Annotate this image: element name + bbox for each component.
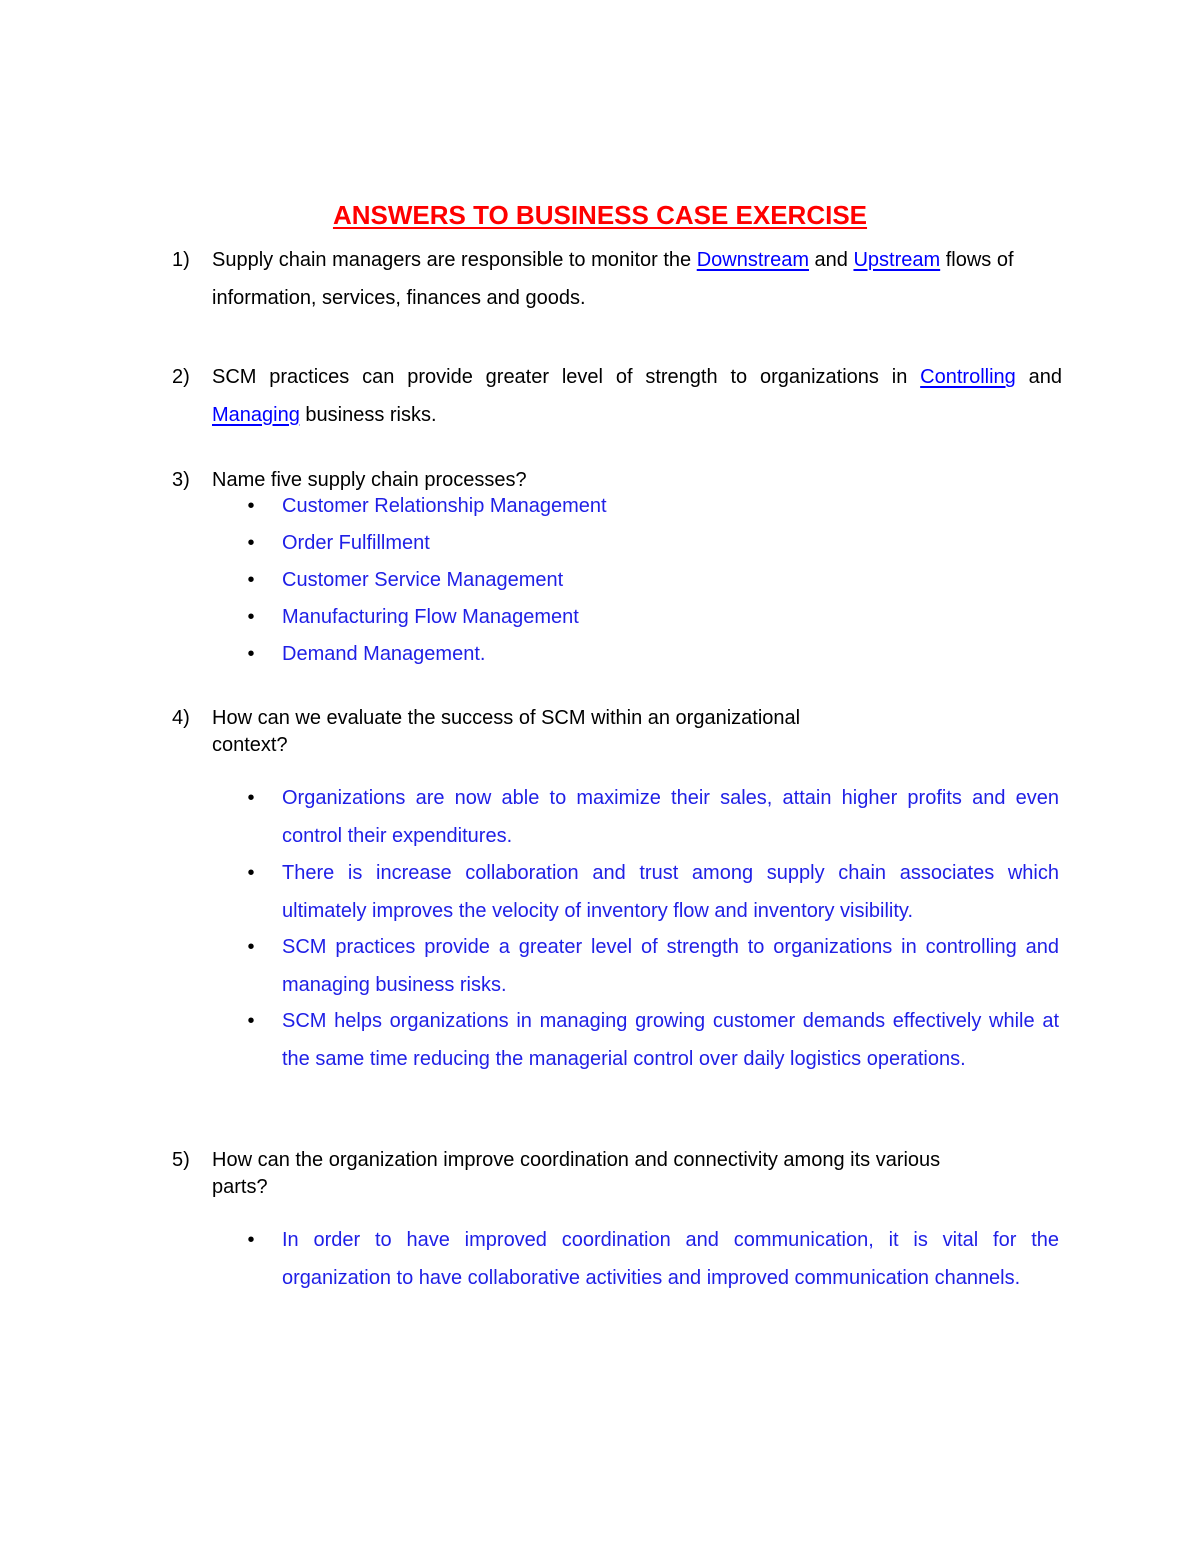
bullet-icon: • xyxy=(247,787,255,809)
question-text-line-2: parts? xyxy=(212,1176,268,1198)
question-text xyxy=(212,242,1062,317)
bullet-icon: • xyxy=(247,569,255,591)
answer-text: Customer Relationship Management xyxy=(282,495,607,517)
answer-text: There is increase collaboration and trust among supply chain associates which ultimately improves the velocity of inventory flow and inventory visibility. xyxy=(282,862,1059,922)
link-downstream[interactable]: Downstream xyxy=(696,249,809,271)
answer-text: SCM practices provide a greater level of strength to organizations in controlling and managing business risks. xyxy=(282,936,1059,996)
list-item xyxy=(244,636,1059,674)
answer-text: Manufacturing Flow Management xyxy=(282,606,579,628)
answer-text: SCM helps organizations in managing growing customer demands effectively while at the same time reducing the managerial control over daily logistics operations. xyxy=(282,1010,1059,1070)
bullet-icon: • xyxy=(247,643,255,665)
list-item xyxy=(244,599,1059,637)
question-text-mid: and xyxy=(1015,366,1062,388)
question-text xyxy=(212,359,1062,434)
link-controlling[interactable]: Controlling xyxy=(920,366,1016,388)
list-item xyxy=(244,525,1059,563)
question-text-end: flows of information, services, finances and goods. xyxy=(212,249,1014,309)
list-item xyxy=(244,780,1059,855)
question-2 xyxy=(172,359,1062,434)
link-upstream[interactable]: Upstream xyxy=(853,249,941,271)
question-text-start: SCM practices can provide greater level of strength to organizations in xyxy=(212,366,921,388)
page-title: ANSWERS TO BUSINESS CASE EXERCISE xyxy=(332,200,868,230)
list-item xyxy=(244,562,1059,600)
bullet-icon: • xyxy=(247,606,255,628)
question-number: 2) xyxy=(172,366,190,388)
question-number: 3) xyxy=(172,469,190,491)
question-number: 5) xyxy=(172,1149,190,1171)
list-item xyxy=(244,488,1059,526)
bullet-icon: • xyxy=(247,532,255,554)
question-text: Name five supply chain processes? xyxy=(212,469,527,491)
question-number: 4) xyxy=(172,707,190,729)
question-text-start: Supply chain managers are responsible to monitor the xyxy=(212,249,697,271)
question-1 xyxy=(172,242,1062,317)
bullet-icon: • xyxy=(247,495,255,517)
list-item xyxy=(244,855,1059,930)
answer-text: Order Fulfillment xyxy=(282,532,430,554)
bullet-icon: • xyxy=(247,1229,255,1251)
question-4 xyxy=(172,705,1062,759)
question-text-mid: and xyxy=(808,249,854,271)
question-text-line-1: How can we evaluate the success of SCM within an organizational xyxy=(212,707,801,729)
answer-text: Demand Management. xyxy=(282,643,486,665)
answer-text: Customer Service Management xyxy=(282,569,564,591)
list-item xyxy=(244,929,1059,1004)
question-number: 1) xyxy=(172,249,190,271)
question-text-end: business risks. xyxy=(299,403,437,426)
question-5 xyxy=(172,1147,1062,1201)
bullet-icon: • xyxy=(247,862,255,884)
bullet-icon: • xyxy=(247,1010,255,1032)
answer-text: Organizations are now able to maximize their sales, attain higher profits and even control their expenditures. xyxy=(282,787,1059,847)
bullet-icon: • xyxy=(247,936,255,958)
question-text-line-2: context? xyxy=(212,734,288,756)
list-item xyxy=(244,1003,1059,1078)
answer-text: In order to have improved coordination and communication, it is vital for the organization to have collaborative activities and improved communication channels. xyxy=(282,1229,1059,1289)
link-managing[interactable]: Managing xyxy=(212,403,300,426)
list-item xyxy=(244,1222,1059,1297)
question-text-line-1: How can the organization improve coordination and connectivity among its various xyxy=(212,1149,941,1171)
